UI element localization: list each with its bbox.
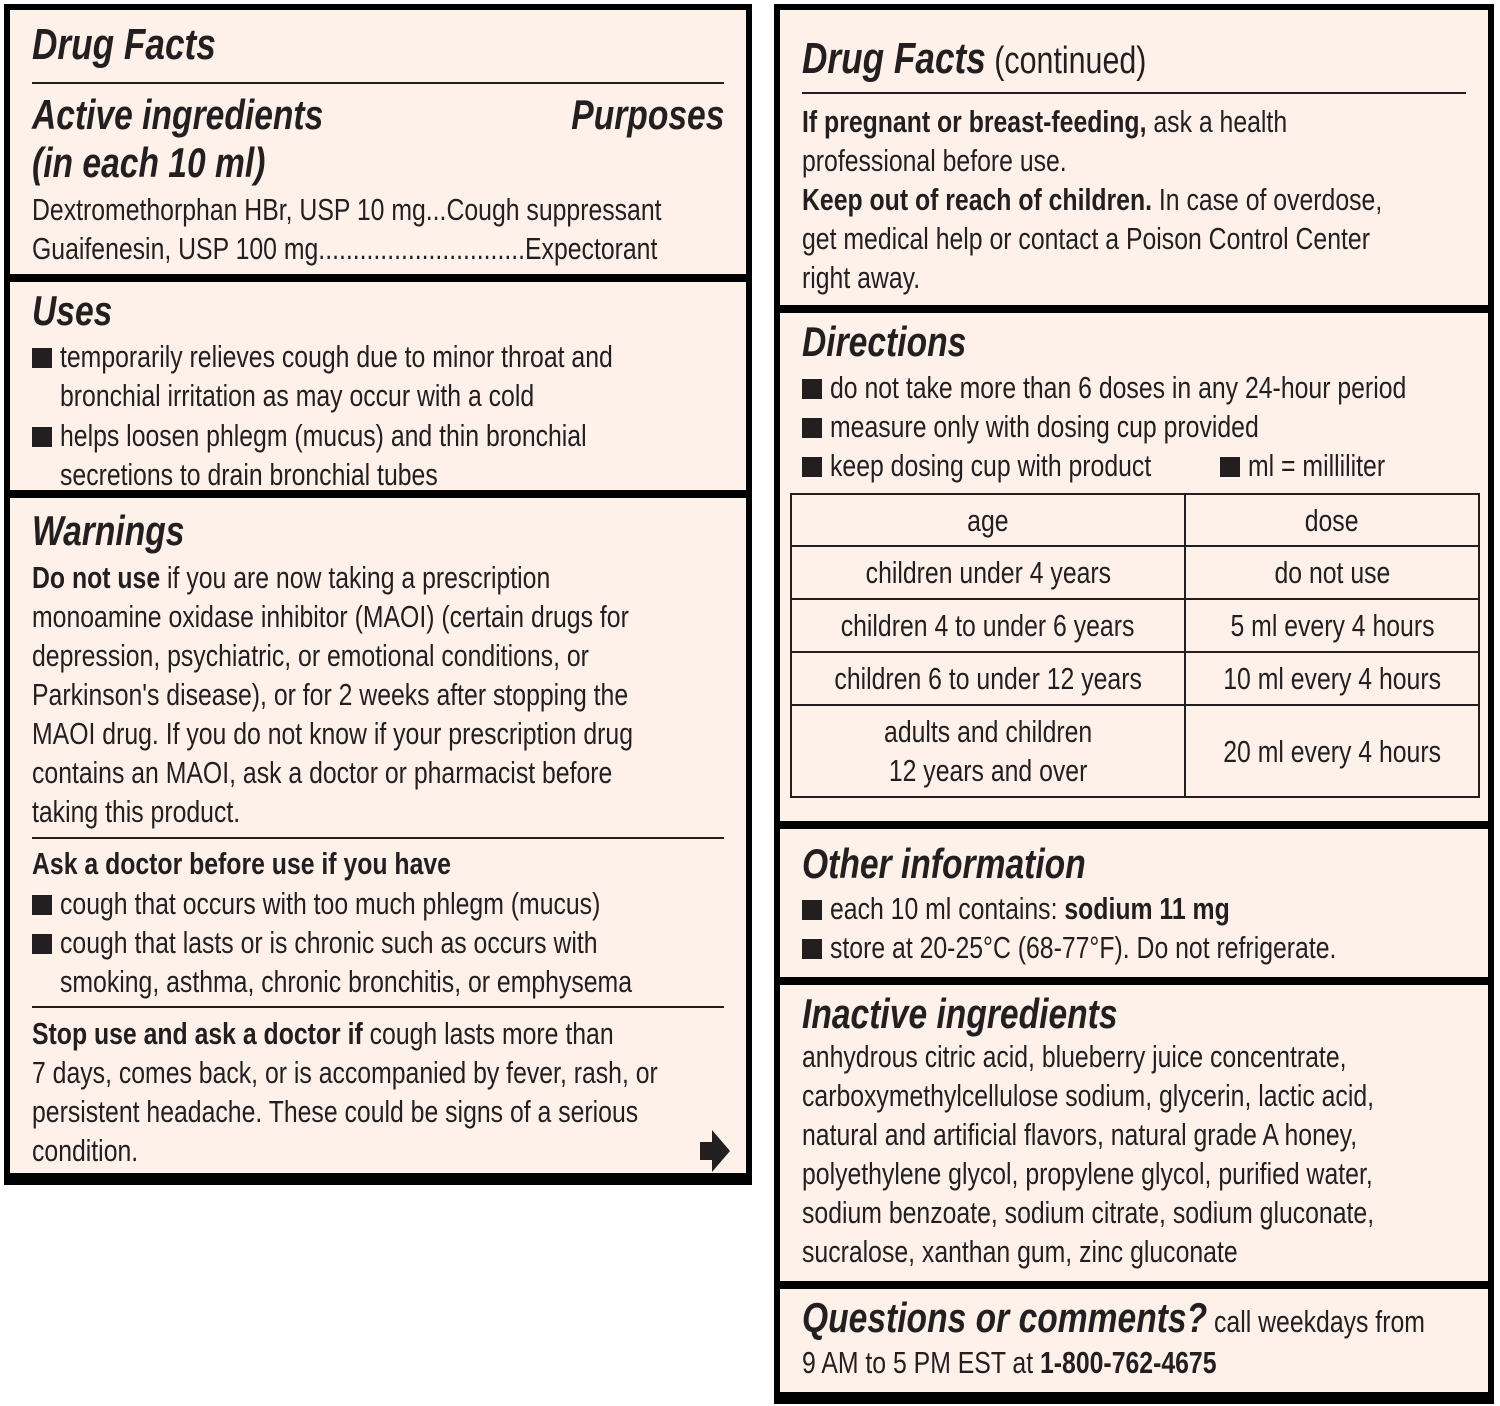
dose-text: do not use <box>1274 555 1390 590</box>
warning-line: MAOI drug. If you do not know if your prescription drug <box>32 716 634 751</box>
keep-out-warning <box>802 180 1382 219</box>
pregnancy-text: ask a health <box>1146 104 1288 139</box>
directions-item: ml = milliliter <box>1248 448 1386 483</box>
table-row <box>791 652 1479 705</box>
ingredient-name: Dextromethorphan HBr, USP 10 mg <box>32 192 426 227</box>
questions-line <box>802 1295 1425 1341</box>
keep-out-text-continued: get medical help or contact a Poison Control Center <box>802 221 1370 256</box>
bullet-icon <box>1220 457 1240 477</box>
drug-facts-title: Drug Facts <box>32 20 216 69</box>
age-cell <box>791 705 1185 797</box>
warning-line: contains an MAOI, ask a doctor or pharmacist before <box>32 755 613 790</box>
inactive-ingredients-line: sucralose, xanthan gum, zinc gluconate <box>802 1234 1238 1269</box>
table-row <box>791 599 1479 652</box>
bullet-icon <box>32 934 52 954</box>
other-information-heading: Other information <box>802 840 1086 887</box>
ingredient-name: Guaifenesin, USP 100 mg <box>32 231 319 266</box>
inactive-ingredients-line: polyethylene glycol, propylene glycol, purified water, <box>802 1156 1373 1191</box>
sodium-amount: sodium 11 mg <box>1064 891 1230 926</box>
header-label: age <box>967 502 1009 538</box>
inactive-ingredients-line: carboxymethylcellulose sodium, glycerin, lactic acid, <box>802 1078 1375 1113</box>
bullet-icon <box>802 939 822 959</box>
age-text: children under 4 years <box>865 555 1111 590</box>
ask-doctor-item-continued: smoking, asthma, chronic bronchitis, or emphysema <box>60 964 633 999</box>
ingredient-row <box>32 190 662 229</box>
dose-text: 20 ml every 4 hours <box>1223 733 1441 769</box>
ingredient-purpose: Cough suppressant <box>446 192 662 227</box>
ingredient-purpose: Expectorant <box>525 231 658 266</box>
purposes-heading: Purposes <box>570 91 724 138</box>
uses-item: helps loosen phlegm (mucus) and thin bronchial <box>60 418 587 453</box>
directions-heading: Directions <box>802 318 967 365</box>
bullet-icon <box>802 418 822 438</box>
uses-item-continued: bronchial irritation as may occur with a cold <box>60 378 535 413</box>
uses-heading: Uses <box>32 287 113 334</box>
bullet-icon <box>32 427 52 447</box>
active-ingredients-box <box>10 10 746 274</box>
warning-line: monoamine oxidase inhibitor (MAOI) (certain drugs for <box>32 599 629 634</box>
pregnancy-text-continued: professional before use. <box>802 143 1067 178</box>
keep-out-text-continued: right away. <box>802 260 921 295</box>
age-cell <box>791 546 1185 599</box>
ask-doctor-item: cough that lasts or is chronic such as occurs with <box>60 925 598 960</box>
do-not-use-text <box>32 558 550 597</box>
keep-out-text: In case of overdose, <box>1152 182 1383 217</box>
stop-use-line: persistent headache. These could be signs of a serious <box>32 1094 639 1129</box>
continued-title <box>802 36 1146 84</box>
uses-item: temporarily relieves cough due to minor throat and <box>60 339 613 374</box>
warning-line: depression, psychiatric, or emotional conditions, or <box>32 638 589 673</box>
header-label: dose <box>1305 502 1359 538</box>
dose-cell <box>1185 705 1479 797</box>
table-header-row <box>791 494 1479 546</box>
questions-box <box>780 1289 1488 1392</box>
continued-label: (continued) <box>985 40 1147 82</box>
stop-use-label: Stop use and ask a doctor if <box>32 1016 363 1051</box>
continue-arrow-icon <box>700 1130 730 1172</box>
bullet-icon <box>32 348 52 368</box>
dose-text: 5 ml every 4 hours <box>1230 608 1434 643</box>
ask-doctor-item: cough that occurs with too much phlegm (mucus) <box>60 886 601 921</box>
warning-line: Parkinson's disease), or for 2 weeks after stopping the <box>32 677 629 712</box>
table-row <box>791 705 1479 797</box>
ask-doctor-heading: Ask a doctor before use if you have <box>32 846 451 881</box>
warning-line: taking this product. <box>32 794 241 829</box>
warnings-box <box>10 498 746 1173</box>
age-cell <box>791 599 1185 652</box>
pregnancy-label: If pregnant or breast-feeding, <box>802 104 1147 139</box>
stop-use-line: condition. <box>32 1133 139 1168</box>
inactive-ingredients-box <box>780 985 1488 1281</box>
do-not-use-label: Do not use <box>32 560 161 595</box>
dosage-table <box>790 493 1480 798</box>
ingredient-row <box>32 229 657 268</box>
directions-item: measure only with dosing cup provided <box>830 409 1259 444</box>
bullet-icon <box>802 457 822 477</box>
table-header-age <box>791 494 1185 546</box>
table-header-dose <box>1185 494 1479 546</box>
continued-box <box>780 10 1488 305</box>
pregnancy-warning <box>802 102 1287 141</box>
age-cell <box>791 652 1185 705</box>
keep-out-label: Keep out of reach of children. <box>802 182 1152 217</box>
questions-text: call weekdays from <box>1207 1304 1425 1339</box>
active-ingredients-heading: Active ingredients <box>32 91 324 138</box>
contact-line <box>802 1343 1217 1382</box>
dose-cell <box>1185 546 1479 599</box>
uses-item-continued: secretions to drain bronchial tubes <box>60 457 438 492</box>
other-information-item: store at 20-25°C (68-77°F). Do not refrigerate. <box>830 930 1337 965</box>
inactive-ingredients-line: sodium benzoate, sodium citrate, sodium gluconate, <box>802 1195 1375 1230</box>
contact-hours: 9 AM to 5 PM EST at <box>802 1345 1040 1380</box>
age-text-continued: 12 years and over <box>888 753 1088 788</box>
drug-facts-panel-right <box>774 4 1494 1404</box>
stop-use-text <box>32 1014 614 1053</box>
dose-cell <box>1185 599 1479 652</box>
other-information-box <box>780 829 1488 977</box>
bullet-icon <box>802 900 822 920</box>
dose-cell <box>1185 652 1479 705</box>
inactive-ingredients-line: natural and artificial flavors, natural grade A honey, <box>802 1117 1358 1152</box>
dot-leader: ... <box>425 192 447 227</box>
uses-box <box>10 282 746 490</box>
directions-box <box>780 313 1488 821</box>
age-text: children 6 to under 12 years <box>834 661 1142 696</box>
stop-use-line: 7 days, comes back, or is accompanied by fever, rash, or <box>32 1055 658 1090</box>
inactive-ingredients-heading: Inactive ingredients <box>802 990 1118 1037</box>
questions-heading: Questions or comments? <box>802 1294 1208 1341</box>
stop-use-line: cough lasts more than <box>362 1016 614 1051</box>
directions-item: keep dosing cup with product <box>830 448 1152 483</box>
sodium-text: each 10 ml contains: <box>830 891 1065 926</box>
inactive-ingredients-line: anhydrous citric acid, blueberry juice concentrate, <box>802 1039 1347 1074</box>
active-ingredients-subheading: (in each 10 ml) <box>32 139 266 186</box>
bullet-icon <box>802 379 822 399</box>
warning-line: if you are now taking a prescription <box>160 560 551 595</box>
table-row <box>791 546 1479 599</box>
drug-facts-panel-left <box>4 4 752 1185</box>
age-text: children 4 to under 6 years <box>841 608 1135 643</box>
warnings-heading: Warnings <box>32 507 185 554</box>
drug-facts-title: Drug Facts <box>802 34 986 83</box>
bullet-icon <box>32 895 52 915</box>
age-text: adults and children <box>883 714 1093 749</box>
other-information-item <box>830 889 1230 928</box>
directions-item: do not take more than 6 doses in any 24-hour period <box>830 370 1407 405</box>
phone-number: 1-800-762-4675 <box>1040 1345 1217 1380</box>
dose-text: 10 ml every 4 hours <box>1223 661 1441 696</box>
dot-leader: .............................. <box>318 231 526 266</box>
